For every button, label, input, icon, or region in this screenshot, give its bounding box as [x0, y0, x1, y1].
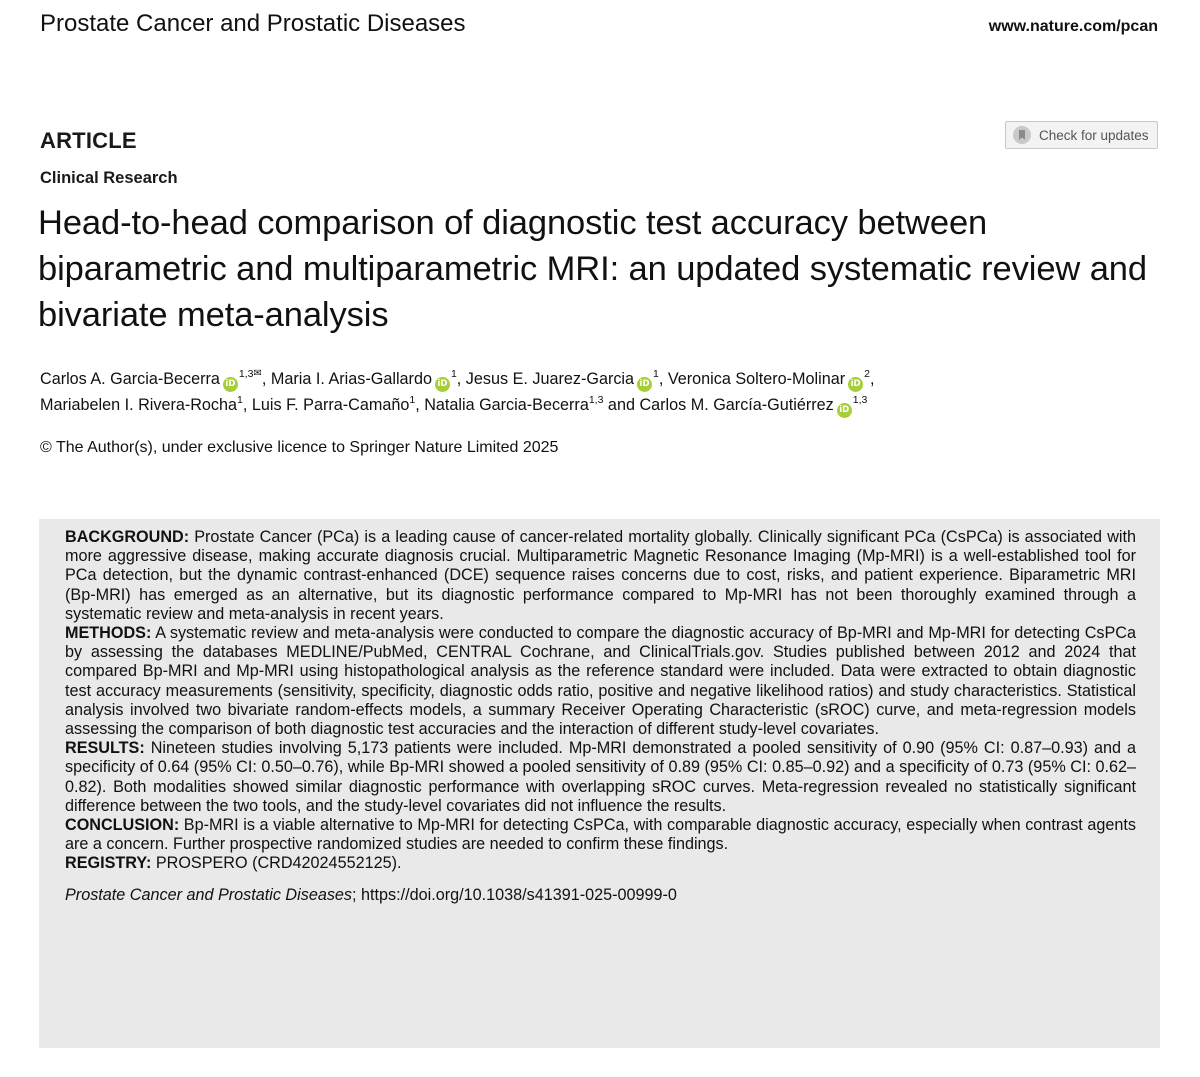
abstract-box	[39, 519, 1160, 1048]
check-for-updates-label: Check for updates	[1039, 127, 1149, 143]
author-name[interactable]: Carlos M. García-Gutiérrez	[639, 396, 834, 414]
registry-text: PROSPERO (CRD42024552125).	[151, 854, 402, 873]
citation-doi[interactable]: ; https://doi.org/10.1038/s41391-025-00999-0	[352, 885, 677, 904]
citation-line	[65, 886, 1136, 905]
orcid-icon[interactable]: iD	[435, 377, 450, 392]
copyright-notice: © The Author(s), under exclusive licence to Springer Nature Limited 2025	[40, 439, 559, 456]
affiliation-marker: 1,3	[852, 394, 868, 406]
conclusion-heading: CONCLUSION:	[65, 816, 180, 835]
abstract-results	[65, 739, 1136, 816]
author-name[interactable]: Carlos A. Garcia-Becerra	[40, 370, 220, 388]
orcid-icon[interactable]: iD	[848, 377, 863, 392]
author-name[interactable]: Luis F. Parra-Camaño	[251, 396, 410, 414]
background-heading: BACKGROUND:	[65, 528, 190, 546]
citation-journal: Prostate Cancer and Prostatic Diseases	[65, 885, 353, 904]
author-name[interactable]: Veronica Soltero-Molinar	[667, 370, 846, 388]
registry-heading: REGISTRY:	[65, 854, 152, 873]
author-list: Carlos A. Garcia-Becerra $iD^{1,3✉}$, Maria I. Arias-Gallardo $iD^1$, Jesus E. Juarez-Garcia $iD^1$, Veronica Soltero-Molinar $iD^2$, Mariabelen I. Rivera-Rocha$^1$, Luis F. Parra-Camaño$^1$, Natalia Garcia-Becerra$^{1,3}$ and Carlos M. García-Gutiérrez iD$^{1,3}$	[40, 366, 1160, 418]
check-for-updates-button[interactable]	[1005, 121, 1158, 149]
methods-heading: METHODS:	[65, 624, 152, 643]
journal-url[interactable]: www.nature.com/pcan	[988, 18, 1158, 35]
results-heading: RESULTS:	[65, 739, 145, 758]
orcid-icon[interactable]: iD	[223, 377, 238, 392]
bookmark-icon	[1012, 125, 1032, 145]
abstract-conclusion	[65, 816, 1136, 854]
affiliation-marker: 1	[653, 368, 659, 380]
affiliation-marker: 1	[450, 368, 457, 380]
author-name[interactable]: Maria I. Arias-Gallardo	[270, 370, 432, 388]
affiliation-marker: 1	[237, 394, 243, 406]
article-type: ARTICLE	[40, 128, 137, 153]
affiliation-marker: 2	[864, 368, 870, 380]
affiliation-marker: 1	[409, 394, 416, 406]
mail-icon[interactable]: ✉	[253, 368, 262, 379]
methods-text: A systematic review and meta-analysis were conducted to compare the diagnostic accuracy of Bp-MRI and Mp-MRI for detecting CsPCa by assessing the databases MEDLINE/PubMed, CENTRAL Cochrane, and ClinicalTrials.gov. Studies published between 2012 and 2024 that compared Bp-MRI and Mp-MRI using histopathological analysis as the reference standard were included. Data were extracted to obtain diagnostic test accuracy measurements (sensitivity, specificity, diagnostic odds ratio, positive and negative likelihood ratios) and study characteristics. Statistical analysis involved two bivariate random-effects models, a summary Receiver Operating Characteristic (sROC) curve, and meta-regression models assessing the comparison of both diagnostic test accuracies and the interaction of different study-level covariates.	[65, 624, 1136, 739]
section-label: Clinical Research	[40, 169, 178, 187]
abstract-registry	[65, 854, 1136, 873]
author-name[interactable]: Jesus E. Juarez-Garcia	[465, 370, 635, 388]
abstract-background	[65, 528, 1136, 624]
author-name[interactable]: Mariabelen I. Rivera-Rocha	[40, 396, 238, 414]
results-text: Nineteen studies involving 5,173 patients were included. Mp-MRI demonstrated a pooled sensitivity of 0.90 (95% CI: 0.87–0.93) and a specificity of 0.64 (95% CI: 0.50–0.76), while Bp-MRI showed a pooled sensitivity of 0.89 (95% CI: 0.85–0.92) and a specificity of 0.73 (95% CI: 0.62–0.82). Both modalities showed similar diagnostic performance with overlapping sROC curves. Meta-regression revealed no statistically significant difference between the two tools, and the study-level covariates did not influence the results.	[65, 739, 1136, 815]
article-title: Head-to-head comparison of diagnostic test accuracy between biparametric and multiparametric MRI: an updated systematic review and bivariate meta-analysis	[38, 204, 1147, 334]
affiliation-marker: 1,3	[588, 394, 604, 406]
journal-name: Prostate Cancer and Prostatic Diseases	[40, 10, 466, 37]
background-text: Prostate Cancer (PCa) is a leading cause of cancer-related mortality globally. Clinically significant PCa (CsPCa) is associated with more aggressive disease, making accurate diagnosis crucial. Multiparametric Magnetic Resonance Imaging (Mp-MRI) is a well-established tool for PCa detection, but the dynamic contrast-enhanced (DCE) sequence raises concerns due to cost, risks, and patient experience. Biparametric MRI (Bp-MRI) has emerged as an alternative, but its diagnostic performance compared to Mp-MRI has not been thoroughly examined through a systematic review and meta-analysis in recent years.	[65, 528, 1136, 623]
abstract-methods	[65, 624, 1136, 739]
orcid-icon[interactable]: iD	[837, 403, 852, 418]
orcid-icon[interactable]: iD	[637, 377, 652, 392]
author-name[interactable]: Natalia Garcia-Becerra	[424, 396, 589, 414]
conclusion-text: Bp-MRI is a viable alternative to Mp-MRI for detecting CsPCa, with comparable diagnostic accuracy, especially when contrast agents are a concern. Further prospective randomized studies are needed to confirm these findings.	[65, 816, 1136, 854]
affiliation-marker: 1,3	[238, 368, 254, 380]
